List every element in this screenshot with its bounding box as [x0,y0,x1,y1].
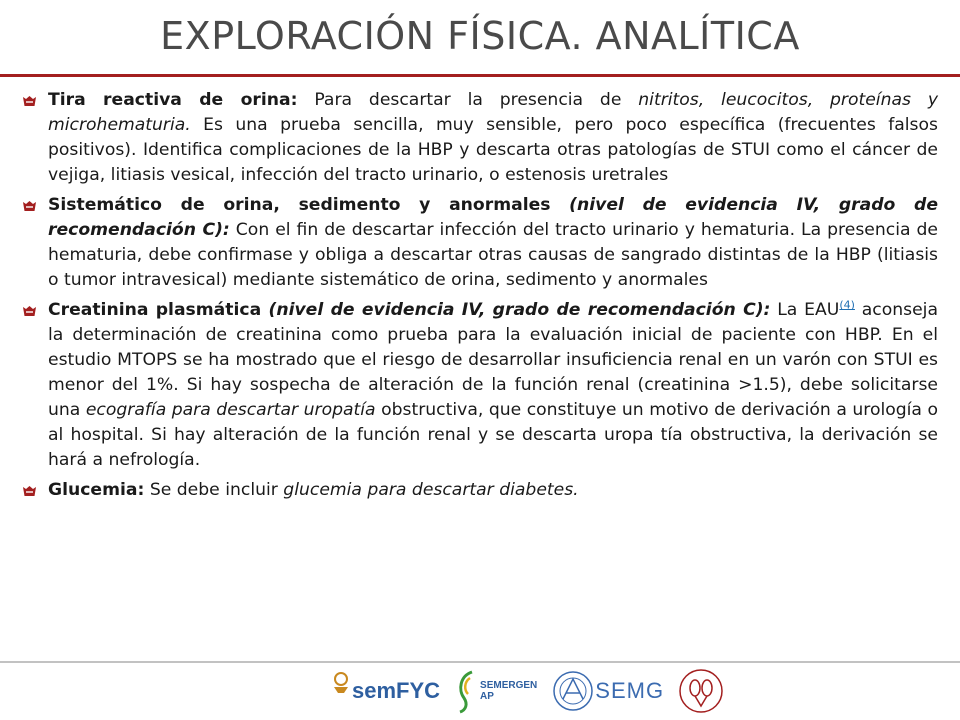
semg-wordmark: SEMG [595,678,665,703]
semg-emblem-icon [551,669,595,713]
list-item-tira-reactiva [18,88,938,188]
reference-link[interactable]: (4) [839,298,855,312]
item-text: Es una prueba sencilla, muy sensible, pero poco específica (frecuentes falsos positivos). Identifica complicaciones de la HBP y descarta otras patologías de STUI como el cáncer de vejiga, litiasis vesical, infección del tracto urinario, o estenosis uretrales [48,115,938,185]
semg-logo [551,669,664,713]
semergen-sub-wordmark: AP [480,691,494,702]
item-evidence-text: (nivel de evidencia IV, grado de recomendación C): [261,300,771,320]
item-heading: Sistemático de orina, sedimento y anormales [48,195,551,215]
list-item-sistematico [18,193,938,293]
slide-content [18,88,938,508]
item-text: Se debe incluir [144,480,284,500]
slide-title: EXPLORACIÓN FÍSICA. ANALÍTICA [160,14,800,58]
item-text: aconseja la determinación de creatinina como prueba para la evaluación inicial de paciente con HBP. En el estudio MTOPS se ha mostrado que el riesgo de desarrollar insuficiencia renal en un varón con STUI es menor del 1%. Si hay sospecha de alteración de la función renal (creatinina >1.5), debe solicitarse una [48,300,938,420]
semergen-logo [454,668,537,714]
semfyc-logo [330,671,440,711]
item-evidence-text: (nivel de evidencia IV, grado de recomendación C): [48,195,938,240]
item-text: obstructiva, que constituye un motivo de derivación a urología o al hospital. Si hay alteración de la función renal y se descarta uropa tía obstructiva, la derivación se hará a nefrología. [48,400,938,470]
item-heading: Tira reactiva de orina: [48,90,298,110]
footer-divider [0,661,960,663]
semfyc-emblem-icon [330,671,352,711]
item-italic-text: glucemia para descartar diabetes. [283,480,579,500]
aeu-emblem-icon [678,668,724,714]
item-text: La EAU [770,300,840,320]
semergen-wordmark: SEMERGEN [480,680,538,691]
item-italic-text: ecografía para descartar uropatía [85,400,376,420]
item-heading: Glucemia: [48,480,145,500]
list-item-creatinina [18,298,938,473]
bullet-icon [22,305,37,317]
bullet-icon [22,200,37,212]
item-text: Para descartar la presencia de [297,90,639,110]
item-text: Con el fin de descartar infección del tracto urinario y hematuria. La presencia de hematuria, debe confirmase y obliga a descartar otras causas de sangrado distintas de la HBP (litiasis o tumor intravesical) mediante sistemático de orina, sedimento y anormales [48,220,938,290]
item-italic-text: nitritos, leucocitos, proteínas y microhematuria. [48,90,938,135]
item-heading: Creatinina plasmática [48,300,262,320]
semfyc-wordmark: semFYC [352,678,441,703]
semergen-emblem-icon [454,668,480,714]
list-item-glucemia [18,478,938,503]
footer-logos [330,666,730,716]
bullet-icon [22,95,37,107]
aeu-logo [678,668,724,714]
title-divider [0,74,960,77]
bullet-icon [22,485,37,497]
